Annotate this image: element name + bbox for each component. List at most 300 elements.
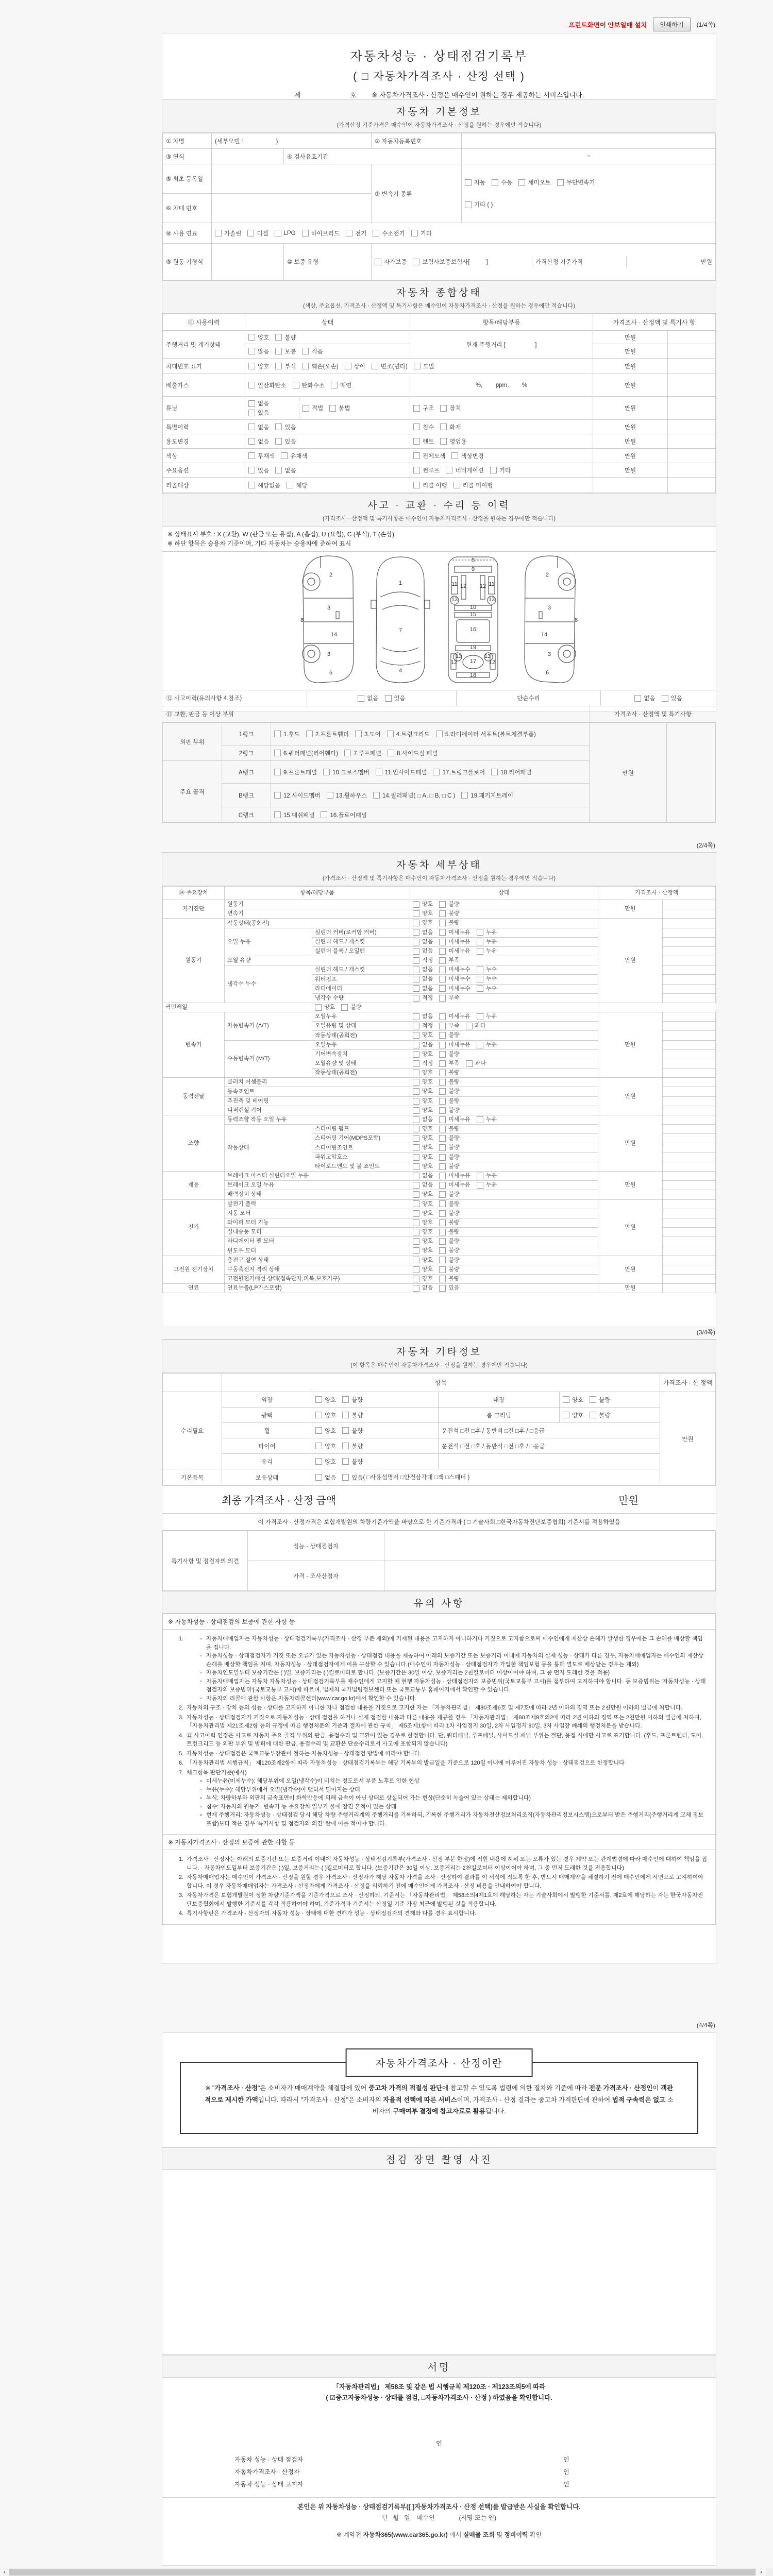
checkbox-icon[interactable] — [248, 382, 255, 388]
room-cleaning-options-양호[interactable] — [563, 1411, 583, 1419]
checkbox-icon[interactable] — [281, 452, 288, 459]
wheel-options-불량[interactable] — [342, 1427, 363, 1435]
detail-option-불량[interactable] — [439, 1107, 459, 1114]
checkbox-icon[interactable] — [439, 1060, 446, 1067]
checkbox-icon[interactable] — [439, 1023, 446, 1029]
checkbox-icon[interactable] — [413, 1079, 419, 1086]
checkbox-icon[interactable] — [355, 731, 362, 737]
detail-price-note[interactable] — [663, 1087, 716, 1096]
checkbox-icon[interactable] — [275, 423, 282, 430]
checkbox-icon[interactable] — [439, 1144, 446, 1151]
checkbox-icon[interactable] — [342, 1396, 349, 1403]
current-mileage-field[interactable]: 현재 주행거리 [ ] — [410, 331, 593, 359]
detail-option-양호[interactable] — [413, 1238, 433, 1245]
rankC-items-16.플로어패널[interactable] — [321, 811, 367, 819]
tuning-options-없음[interactable] — [248, 399, 296, 408]
checkbox-icon[interactable] — [413, 467, 420, 473]
detail-option-양호[interactable] — [413, 1191, 433, 1198]
checkbox-icon[interactable] — [477, 967, 483, 973]
checkbox-icon[interactable] — [248, 400, 255, 407]
checkbox-icon[interactable] — [433, 769, 440, 775]
color-change-options-전체도색[interactable] — [413, 452, 445, 460]
checkbox-icon[interactable] — [439, 1163, 446, 1170]
fuel-options-하이브리드[interactable] — [302, 229, 340, 238]
detail-price-note[interactable] — [663, 1049, 716, 1059]
checkbox-icon[interactable] — [315, 1427, 322, 1434]
emission-values[interactable]: %, ppm, % — [410, 374, 593, 397]
detail-option-없음[interactable] — [413, 947, 433, 955]
tuning-legal-options-적법[interactable] — [303, 404, 323, 412]
detail-price-note[interactable] — [663, 1246, 716, 1256]
mileage-amount-options-보통[interactable] — [275, 347, 296, 355]
checkbox-icon[interactable] — [413, 1191, 419, 1198]
checkbox-icon[interactable] — [315, 1412, 322, 1418]
fuel-options-가솔린[interactable] — [215, 229, 241, 238]
detail-option-미세누유[interactable] — [439, 938, 470, 946]
checkbox-icon[interactable] — [439, 1098, 446, 1105]
detail-option-양호[interactable] — [413, 1125, 433, 1133]
detail-option-누유[interactable] — [477, 938, 497, 946]
checkbox-icon[interactable] — [414, 363, 421, 369]
color-options-유채색[interactable] — [281, 452, 307, 460]
option-자가보증[interactable] — [375, 258, 407, 266]
checkbox-icon[interactable] — [590, 1412, 596, 1418]
rank-note[interactable] — [667, 723, 716, 823]
empty-cell[interactable] — [668, 420, 716, 434]
checkbox-icon[interactable] — [413, 1276, 419, 1282]
detail-option-양호[interactable] — [413, 1144, 433, 1151]
room-cleaning-options-불량[interactable] — [590, 1411, 610, 1419]
checkbox-icon[interactable] — [413, 1200, 419, 1207]
empty-cell[interactable] — [439, 1454, 660, 1469]
detail-option-양호[interactable] — [413, 1200, 433, 1208]
detail-option-불량[interactable] — [439, 1219, 459, 1227]
emission-options-매연[interactable] — [331, 381, 351, 389]
detail-price-note[interactable] — [663, 928, 716, 937]
checkbox-icon[interactable] — [413, 452, 420, 459]
detail-option-불량[interactable] — [439, 1266, 459, 1274]
detail-price-note[interactable] — [663, 1096, 716, 1106]
checkbox-icon[interactable] — [439, 985, 446, 992]
option-보험사보증[interactable] — [413, 258, 451, 266]
detail-option-미세누유[interactable] — [439, 947, 470, 955]
detail-option-부족[interactable] — [439, 994, 459, 1002]
checkbox-icon[interactable] — [342, 1427, 349, 1434]
detail-option-불량[interactable] — [439, 1031, 459, 1039]
fuel-options-수소전기[interactable] — [373, 229, 405, 238]
detail-option-양호[interactable] — [413, 1154, 433, 1161]
checkbox-icon[interactable] — [439, 1257, 446, 1263]
checkbox-icon[interactable] — [439, 976, 446, 982]
fuel-options-전기[interactable] — [346, 229, 366, 238]
detail-price-note[interactable] — [663, 965, 716, 975]
detail-price-note[interactable] — [663, 1106, 716, 1115]
checkbox-icon[interactable] — [413, 1051, 419, 1058]
checkbox-icon[interactable] — [439, 1107, 446, 1114]
checkbox-icon[interactable] — [563, 1412, 569, 1418]
detail-price-note[interactable] — [663, 1274, 716, 1283]
checkbox-icon[interactable] — [439, 1042, 446, 1048]
detail-option-양호[interactable] — [413, 1163, 433, 1171]
detail-price-note[interactable] — [663, 1199, 716, 1209]
color-change-options-색상변경[interactable] — [451, 452, 483, 460]
detail-price-note[interactable] — [410, 1003, 598, 1012]
detail-option-양호[interactable] — [413, 919, 433, 927]
checkbox-icon[interactable] — [439, 1266, 446, 1273]
detail-price-note[interactable] — [663, 956, 716, 965]
checkbox-icon[interactable] — [413, 1257, 419, 1263]
checkbox-icon[interactable] — [492, 179, 498, 186]
checkbox-icon[interactable] — [413, 1266, 419, 1273]
field-reg-no-value[interactable] — [462, 133, 716, 149]
checkbox-icon[interactable] — [375, 259, 381, 265]
vin-mark-options-양호[interactable] — [248, 362, 269, 370]
checkbox-icon[interactable] — [342, 1443, 349, 1449]
rankA-items-17.트렁크플로어[interactable] — [433, 768, 485, 776]
checkbox-icon[interactable] — [376, 769, 382, 775]
field-inspection-value[interactable]: ~ — [462, 149, 716, 164]
checkbox-icon[interactable] — [323, 769, 330, 775]
checkbox-icon[interactable] — [413, 1023, 419, 1029]
checkbox-icon[interactable] — [477, 948, 483, 955]
checkbox-icon[interactable] — [413, 929, 419, 936]
detail-price-note[interactable] — [663, 909, 716, 919]
checkbox-icon[interactable] — [413, 1238, 419, 1245]
vin-mark-options-훼손(오손)[interactable] — [302, 362, 338, 370]
transmission-options-세미오토[interactable] — [518, 178, 550, 187]
checkbox-icon[interactable] — [439, 920, 446, 926]
checkbox-icon[interactable] — [439, 1051, 446, 1058]
main-option-type-options-썬루프[interactable] — [413, 466, 440, 474]
detail-price-note[interactable] — [663, 1040, 716, 1049]
checkbox-icon[interactable] — [413, 976, 419, 982]
detail-option-없음[interactable] — [413, 1013, 433, 1021]
detail-price-note[interactable] — [663, 1153, 716, 1162]
checkbox-icon[interactable] — [453, 482, 460, 488]
checkbox-icon[interactable] — [439, 1285, 446, 1292]
detail-option-미세누유[interactable] — [439, 1013, 470, 1021]
checkbox-icon[interactable] — [413, 1163, 419, 1170]
checkbox-icon[interactable] — [388, 750, 394, 756]
detail-option-없음[interactable] — [413, 938, 433, 946]
checkbox-icon[interactable] — [590, 1396, 596, 1403]
print-button[interactable]: 인쇄하기 — [653, 18, 690, 31]
checkbox-icon[interactable] — [413, 1144, 419, 1151]
checkbox-icon[interactable] — [413, 1210, 419, 1217]
checkbox-icon[interactable] — [302, 348, 309, 354]
checkbox-icon[interactable] — [413, 901, 419, 908]
detail-option-양호[interactable] — [413, 910, 433, 918]
checkbox-icon[interactable] — [465, 201, 472, 208]
detail-option-없음[interactable] — [413, 1284, 433, 1292]
checkbox-icon[interactable] — [215, 230, 222, 236]
detail-option-없음[interactable] — [413, 966, 433, 974]
detail-option-불량[interactable] — [439, 1247, 459, 1255]
detail-option-없음[interactable] — [413, 985, 433, 993]
usage-change-type-options-영업용[interactable] — [440, 437, 466, 446]
detail-option-양호[interactable] — [413, 1210, 433, 1217]
checkbox-icon[interactable] — [315, 1004, 322, 1011]
checkbox-icon[interactable] — [248, 348, 255, 354]
detail-option-양호[interactable] — [315, 1004, 335, 1011]
empty-cell[interactable] — [668, 359, 716, 374]
detail-option-미세누유[interactable] — [439, 1181, 470, 1189]
checkbox-icon[interactable] — [439, 1032, 446, 1039]
polish-options-양호[interactable] — [315, 1411, 336, 1419]
checkbox-icon[interactable] — [248, 467, 255, 473]
checkbox-icon[interactable] — [439, 1276, 446, 1282]
checkbox-icon[interactable] — [248, 482, 255, 488]
checkbox-icon[interactable] — [321, 811, 327, 818]
detail-option-적정[interactable] — [413, 957, 433, 964]
checkbox-icon[interactable] — [477, 1042, 483, 1048]
option-없음[interactable] — [315, 1473, 336, 1482]
checkbox-icon[interactable] — [439, 901, 446, 908]
vin-mark-options-부식[interactable] — [275, 362, 296, 370]
detail-option-불량[interactable] — [341, 1004, 361, 1011]
checkbox-icon[interactable] — [413, 1013, 419, 1020]
detail-option-누유[interactable] — [477, 1116, 497, 1124]
field-year-value[interactable] — [212, 149, 284, 164]
empty-cell[interactable] — [668, 449, 716, 463]
detail-option-누수[interactable] — [477, 975, 497, 983]
rank2-items-6.쿼터패널(리어휀다)[interactable] — [274, 749, 338, 757]
vin-mark-options-도말[interactable] — [414, 362, 434, 370]
simple-repair-options-없음[interactable] — [634, 694, 655, 702]
checkbox-icon[interactable] — [342, 1474, 349, 1481]
checkbox-icon[interactable] — [413, 967, 419, 973]
polish-options-불량[interactable] — [342, 1411, 363, 1419]
detail-option-불량[interactable] — [439, 1134, 459, 1142]
interior-options-불량[interactable] — [590, 1396, 610, 1404]
checkbox-icon[interactable] — [315, 1474, 322, 1481]
recall-state-options-리콜 미이행[interactable] — [453, 481, 493, 489]
vin-mark-options-상이[interactable] — [345, 362, 365, 370]
checkbox-icon[interactable] — [413, 1219, 419, 1226]
detail-price-note[interactable] — [663, 1284, 716, 1293]
checkbox-icon[interactable] — [440, 438, 447, 445]
checkbox-icon[interactable] — [563, 1396, 569, 1403]
checkbox-icon[interactable] — [439, 1126, 446, 1132]
checkbox-icon[interactable] — [439, 967, 446, 973]
detail-option-없음[interactable] — [413, 1041, 433, 1049]
detail-price-note[interactable] — [663, 1059, 716, 1068]
emission-options-탄화수소[interactable] — [293, 381, 325, 389]
detail-option-미세누수[interactable] — [439, 985, 470, 993]
detail-option-누유[interactable] — [477, 1181, 497, 1189]
detail-option-누유[interactable] — [477, 929, 497, 937]
interior-options-양호[interactable] — [563, 1396, 583, 1404]
inspector-opinion-value[interactable] — [384, 1531, 716, 1561]
mileage-note[interactable] — [668, 331, 716, 344]
detail-option-불량[interactable] — [439, 1154, 459, 1161]
checkbox-icon[interactable] — [274, 769, 281, 775]
glass-options-불량[interactable] — [342, 1458, 363, 1466]
field-submodel[interactable]: (세부모델 : ) — [212, 133, 372, 149]
checkbox-icon[interactable] — [315, 1443, 322, 1449]
checkbox-icon[interactable] — [413, 1229, 419, 1235]
detail-price-note[interactable] — [663, 1237, 716, 1246]
detail-option-과다[interactable] — [466, 1060, 486, 1067]
insurer-field[interactable]: 보험사[ ] — [451, 259, 488, 265]
detail-price-note[interactable] — [663, 937, 716, 946]
special-history-type-options-화재[interactable] — [440, 423, 461, 431]
checkbox-icon[interactable] — [446, 467, 452, 473]
checkbox-icon[interactable] — [466, 1060, 473, 1067]
checkbox-icon[interactable] — [275, 467, 282, 473]
detail-price-note[interactable] — [663, 1125, 716, 1134]
detail-option-없음[interactable] — [413, 975, 433, 983]
detail-price-note[interactable] — [663, 1228, 716, 1237]
detail-option-불량[interactable] — [439, 1078, 459, 1086]
checkbox-icon[interactable] — [440, 405, 447, 412]
detail-price-note[interactable] — [663, 919, 716, 928]
checkbox-icon[interactable] — [477, 976, 483, 982]
checkbox-icon[interactable] — [413, 423, 420, 430]
checkbox-icon[interactable] — [413, 939, 419, 945]
detail-price-note[interactable] — [663, 1162, 716, 1171]
rankA-items-11.인사이드패널[interactable] — [376, 768, 427, 776]
field-vin-value[interactable] — [212, 194, 372, 223]
main-option-options-없음[interactable] — [275, 466, 296, 474]
tuning-legal-options-불법[interactable] — [329, 404, 350, 412]
rankA-items-18.리어패널[interactable] — [491, 768, 531, 776]
scrollbar-thumb[interactable] — [9, 2569, 755, 2575]
detail-option-불량[interactable] — [439, 1088, 459, 1095]
accident-history-options-없음[interactable] — [358, 694, 378, 702]
checkbox-icon[interactable] — [466, 1023, 473, 1029]
empty-cell[interactable] — [668, 434, 716, 449]
detail-option-적정[interactable] — [413, 1022, 433, 1030]
emission-options-일산화탄소[interactable] — [248, 381, 287, 389]
recall-state-options-리콜 이행[interactable] — [413, 481, 447, 489]
detail-option-부족[interactable] — [439, 1022, 459, 1030]
checkbox-icon[interactable] — [413, 1116, 419, 1123]
checkbox-icon[interactable] — [439, 1135, 446, 1142]
checkbox-icon[interactable] — [477, 939, 483, 945]
detail-option-부족[interactable] — [439, 957, 459, 964]
detail-option-불량[interactable] — [439, 919, 459, 927]
checkbox-icon[interactable] — [385, 695, 392, 702]
detail-option-양호[interactable] — [413, 1134, 433, 1142]
mileage-amount-options-많음[interactable] — [248, 347, 269, 355]
detail-option-불량[interactable] — [439, 1097, 459, 1105]
detail-option-양호[interactable] — [413, 1266, 433, 1274]
checkbox-icon[interactable] — [275, 348, 282, 354]
checkbox-icon[interactable] — [248, 363, 255, 369]
checkbox-icon[interactable] — [306, 731, 313, 737]
main-option-type-options-네비게이션[interactable] — [446, 466, 484, 474]
detail-price-note[interactable] — [663, 1218, 716, 1227]
checkbox-icon[interactable] — [248, 452, 255, 459]
detail-price-note[interactable] — [663, 1022, 716, 1031]
checkbox-icon[interactable] — [413, 405, 420, 412]
checkbox-icon[interactable] — [329, 405, 336, 412]
fuel-options-디젤[interactable] — [247, 229, 268, 238]
checkbox-icon[interactable] — [275, 334, 282, 341]
checkbox-icon[interactable] — [387, 731, 394, 737]
mileage-state-options-양호[interactable] — [248, 333, 269, 342]
detail-option-부족[interactable] — [439, 1060, 459, 1067]
detail-option-불량[interactable] — [439, 1200, 459, 1208]
detail-option-없음[interactable] — [413, 1172, 433, 1180]
checkbox-icon[interactable] — [342, 1458, 349, 1465]
detail-option-불량[interactable] — [439, 1228, 459, 1236]
checkbox-icon[interactable] — [439, 1200, 446, 1207]
detail-price-note[interactable] — [663, 946, 716, 956]
detail-option-없음[interactable] — [413, 929, 433, 937]
empty-cell[interactable] — [668, 344, 716, 359]
checkbox-icon[interactable] — [315, 1396, 322, 1403]
detail-price-note[interactable] — [663, 1115, 716, 1124]
detail-price-note[interactable] — [663, 1256, 716, 1265]
transmission-options-무단변속기[interactable] — [557, 178, 595, 187]
detail-option-양호[interactable] — [413, 901, 433, 908]
rankA-items-9.프론트패널[interactable] — [274, 768, 317, 776]
checkbox-icon[interactable] — [461, 792, 468, 799]
detail-option-불량[interactable] — [439, 1144, 459, 1151]
checkbox-icon[interactable] — [477, 929, 483, 936]
detail-option-불량[interactable] — [439, 1069, 459, 1077]
checkbox-icon[interactable] — [275, 363, 282, 369]
transmission-options-수동[interactable] — [492, 178, 512, 187]
detail-option-양호[interactable] — [413, 1031, 433, 1039]
main-option-type-options-기타[interactable] — [490, 466, 511, 474]
detail-price-note[interactable] — [663, 1143, 716, 1153]
checkbox-icon[interactable] — [439, 1070, 446, 1076]
accident-history-options-있음[interactable] — [385, 694, 406, 702]
detail-option-없음[interactable] — [413, 1116, 433, 1124]
detail-option-미세누유[interactable] — [439, 1172, 470, 1180]
detail-price-note[interactable] — [663, 1209, 716, 1218]
checkbox-icon[interactable] — [413, 259, 419, 265]
detail-price-note[interactable] — [663, 993, 716, 1003]
checkbox-icon[interactable] — [518, 179, 525, 186]
checkbox-icon[interactable] — [413, 1042, 419, 1048]
detail-price-note[interactable] — [663, 1171, 716, 1180]
detail-price-note[interactable] — [663, 900, 716, 909]
detail-option-있음[interactable] — [439, 1284, 459, 1292]
detail-price-note[interactable] — [663, 1265, 716, 1274]
checkbox-icon[interactable] — [303, 405, 309, 412]
checkbox-icon[interactable] — [477, 1182, 483, 1189]
checkbox-icon[interactable] — [315, 1458, 322, 1465]
detail-option-누유[interactable] — [477, 947, 497, 955]
checkbox-icon[interactable] — [274, 811, 281, 818]
checkbox-icon[interactable] — [477, 1173, 483, 1179]
detail-option-누수[interactable] — [477, 966, 497, 974]
simple-repair-options-있음[interactable] — [662, 694, 682, 702]
checkbox-icon[interactable] — [413, 910, 419, 917]
checkbox-icon[interactable] — [477, 1116, 483, 1123]
detail-option-불량[interactable] — [439, 1125, 459, 1133]
checkbox-icon[interactable] — [439, 1238, 446, 1245]
rankB-items-13.휠하우스[interactable] — [327, 791, 367, 800]
usage-change-options-있음[interactable] — [275, 437, 296, 446]
detail-option-불량[interactable] — [439, 1191, 459, 1198]
checkbox-icon[interactable] — [439, 1229, 446, 1235]
checkbox-icon[interactable] — [439, 1219, 446, 1226]
vin-mark-options-변조(변타)[interactable] — [372, 362, 408, 370]
rank2-items-8.사이드실 패널[interactable] — [388, 749, 438, 757]
detail-option-불량[interactable] — [439, 1275, 459, 1283]
recall-options-해당[interactable] — [287, 481, 307, 489]
detail-price-note[interactable] — [663, 1134, 716, 1143]
scroll-right-icon[interactable]: › — [757, 2568, 766, 2576]
checkbox-icon[interactable] — [490, 467, 497, 473]
mileage-state-options-불량[interactable] — [275, 333, 296, 342]
checkbox-icon[interactable] — [247, 230, 254, 236]
